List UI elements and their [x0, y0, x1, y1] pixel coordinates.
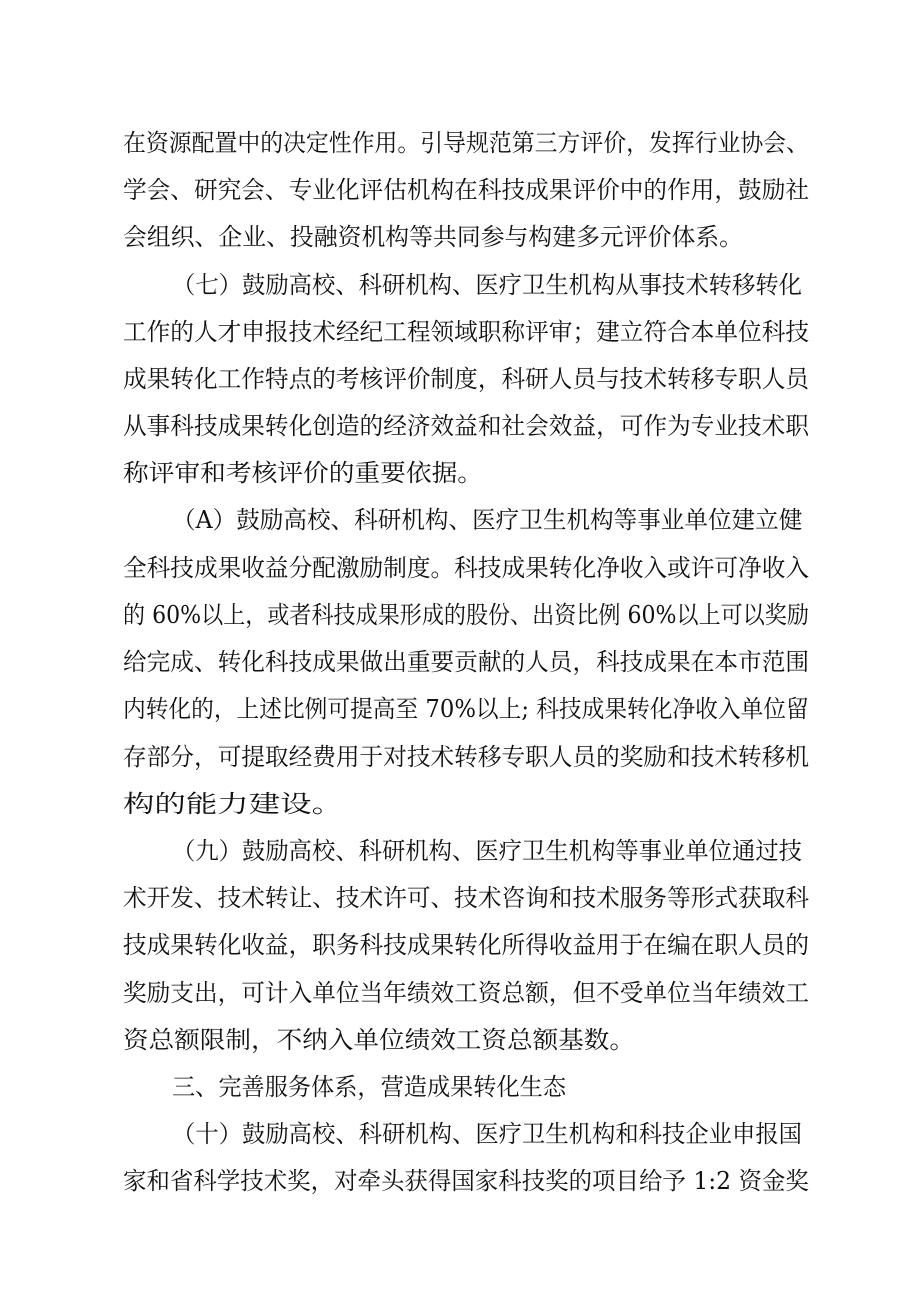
text-line: 给完成、转化科技成果做出重要贡献的人员，科技成果在本市范围: [123, 648, 809, 676]
text-line: 在资源配置中的决定性作用。引导规范第三方评价，发挥行业协会、: [123, 129, 809, 157]
text-line: （九）鼓励高校、科研机构、医疗卫生机构等事业单位通过技: [172, 837, 802, 865]
text-line: 技成果转化收益，职务科技成果转化所得收益用于在编在职人员的: [123, 931, 809, 959]
text-line: 成果转化工作特点的考核评价制度，科研人员与技术转移专职人员: [123, 365, 809, 393]
text-line: 全科技成果收益分配激励制度。科技成果转化净收入或许可净收入: [123, 554, 809, 582]
text-line: 存部分，可提取经费用于对技术转移专职人员的奖励和技术转移机: [123, 743, 809, 771]
text-line: 构的能力建设。: [123, 790, 343, 818]
text-line: 称评审和考核评价的重要依据。: [123, 459, 483, 487]
text-line: 家和省科学技术奖，对牵头获得国家科技奖的项目给予 1:2 资金奖: [123, 1167, 809, 1195]
section-heading: 三、完善服务体系，营造成果转化生态: [172, 1073, 566, 1101]
text-line: 奖励支出，可计入单位当年绩效工资总额，但不受单位当年绩效工: [123, 979, 809, 1007]
text-line: 内转化的，上述比例可提高至 70%以上; 科技成果转化净收入单位留: [123, 695, 809, 723]
text-line: 从事科技成果转化创造的经济效益和社会效益，可作为专业技术职: [123, 412, 809, 440]
text-line: 术开发、技术转让、技术许可、技术咨询和技术服务等形式获取科: [123, 884, 809, 912]
text-line: （七）鼓励高校、科研机构、医疗卫生机构从事技术转移转化: [172, 271, 802, 299]
text-line: （A）鼓励高校、科研机构、医疗卫生机构等事业单位建立健: [172, 506, 803, 534]
text-line: （十）鼓励高校、科研机构、医疗卫生机构和科技企业申报国: [172, 1120, 802, 1148]
text-line: 学会、研究会、专业化评估机构在科技成果评价中的作用，鼓励社: [123, 176, 809, 204]
text-line: 会组织、企业、投融资机构等共同参与构建多元评价体系。: [123, 223, 743, 251]
text-line: 的 60%以上，或者科技成果形成的股份、出资比例 60%以上可以奖励: [123, 601, 809, 629]
text-line: 资总额限制，不纳入单位绩效工资总额基数。: [123, 1026, 635, 1054]
text-line: 工作的人才申报技术经纪工程领域职称评审；建立符合本单位科技: [123, 318, 809, 346]
